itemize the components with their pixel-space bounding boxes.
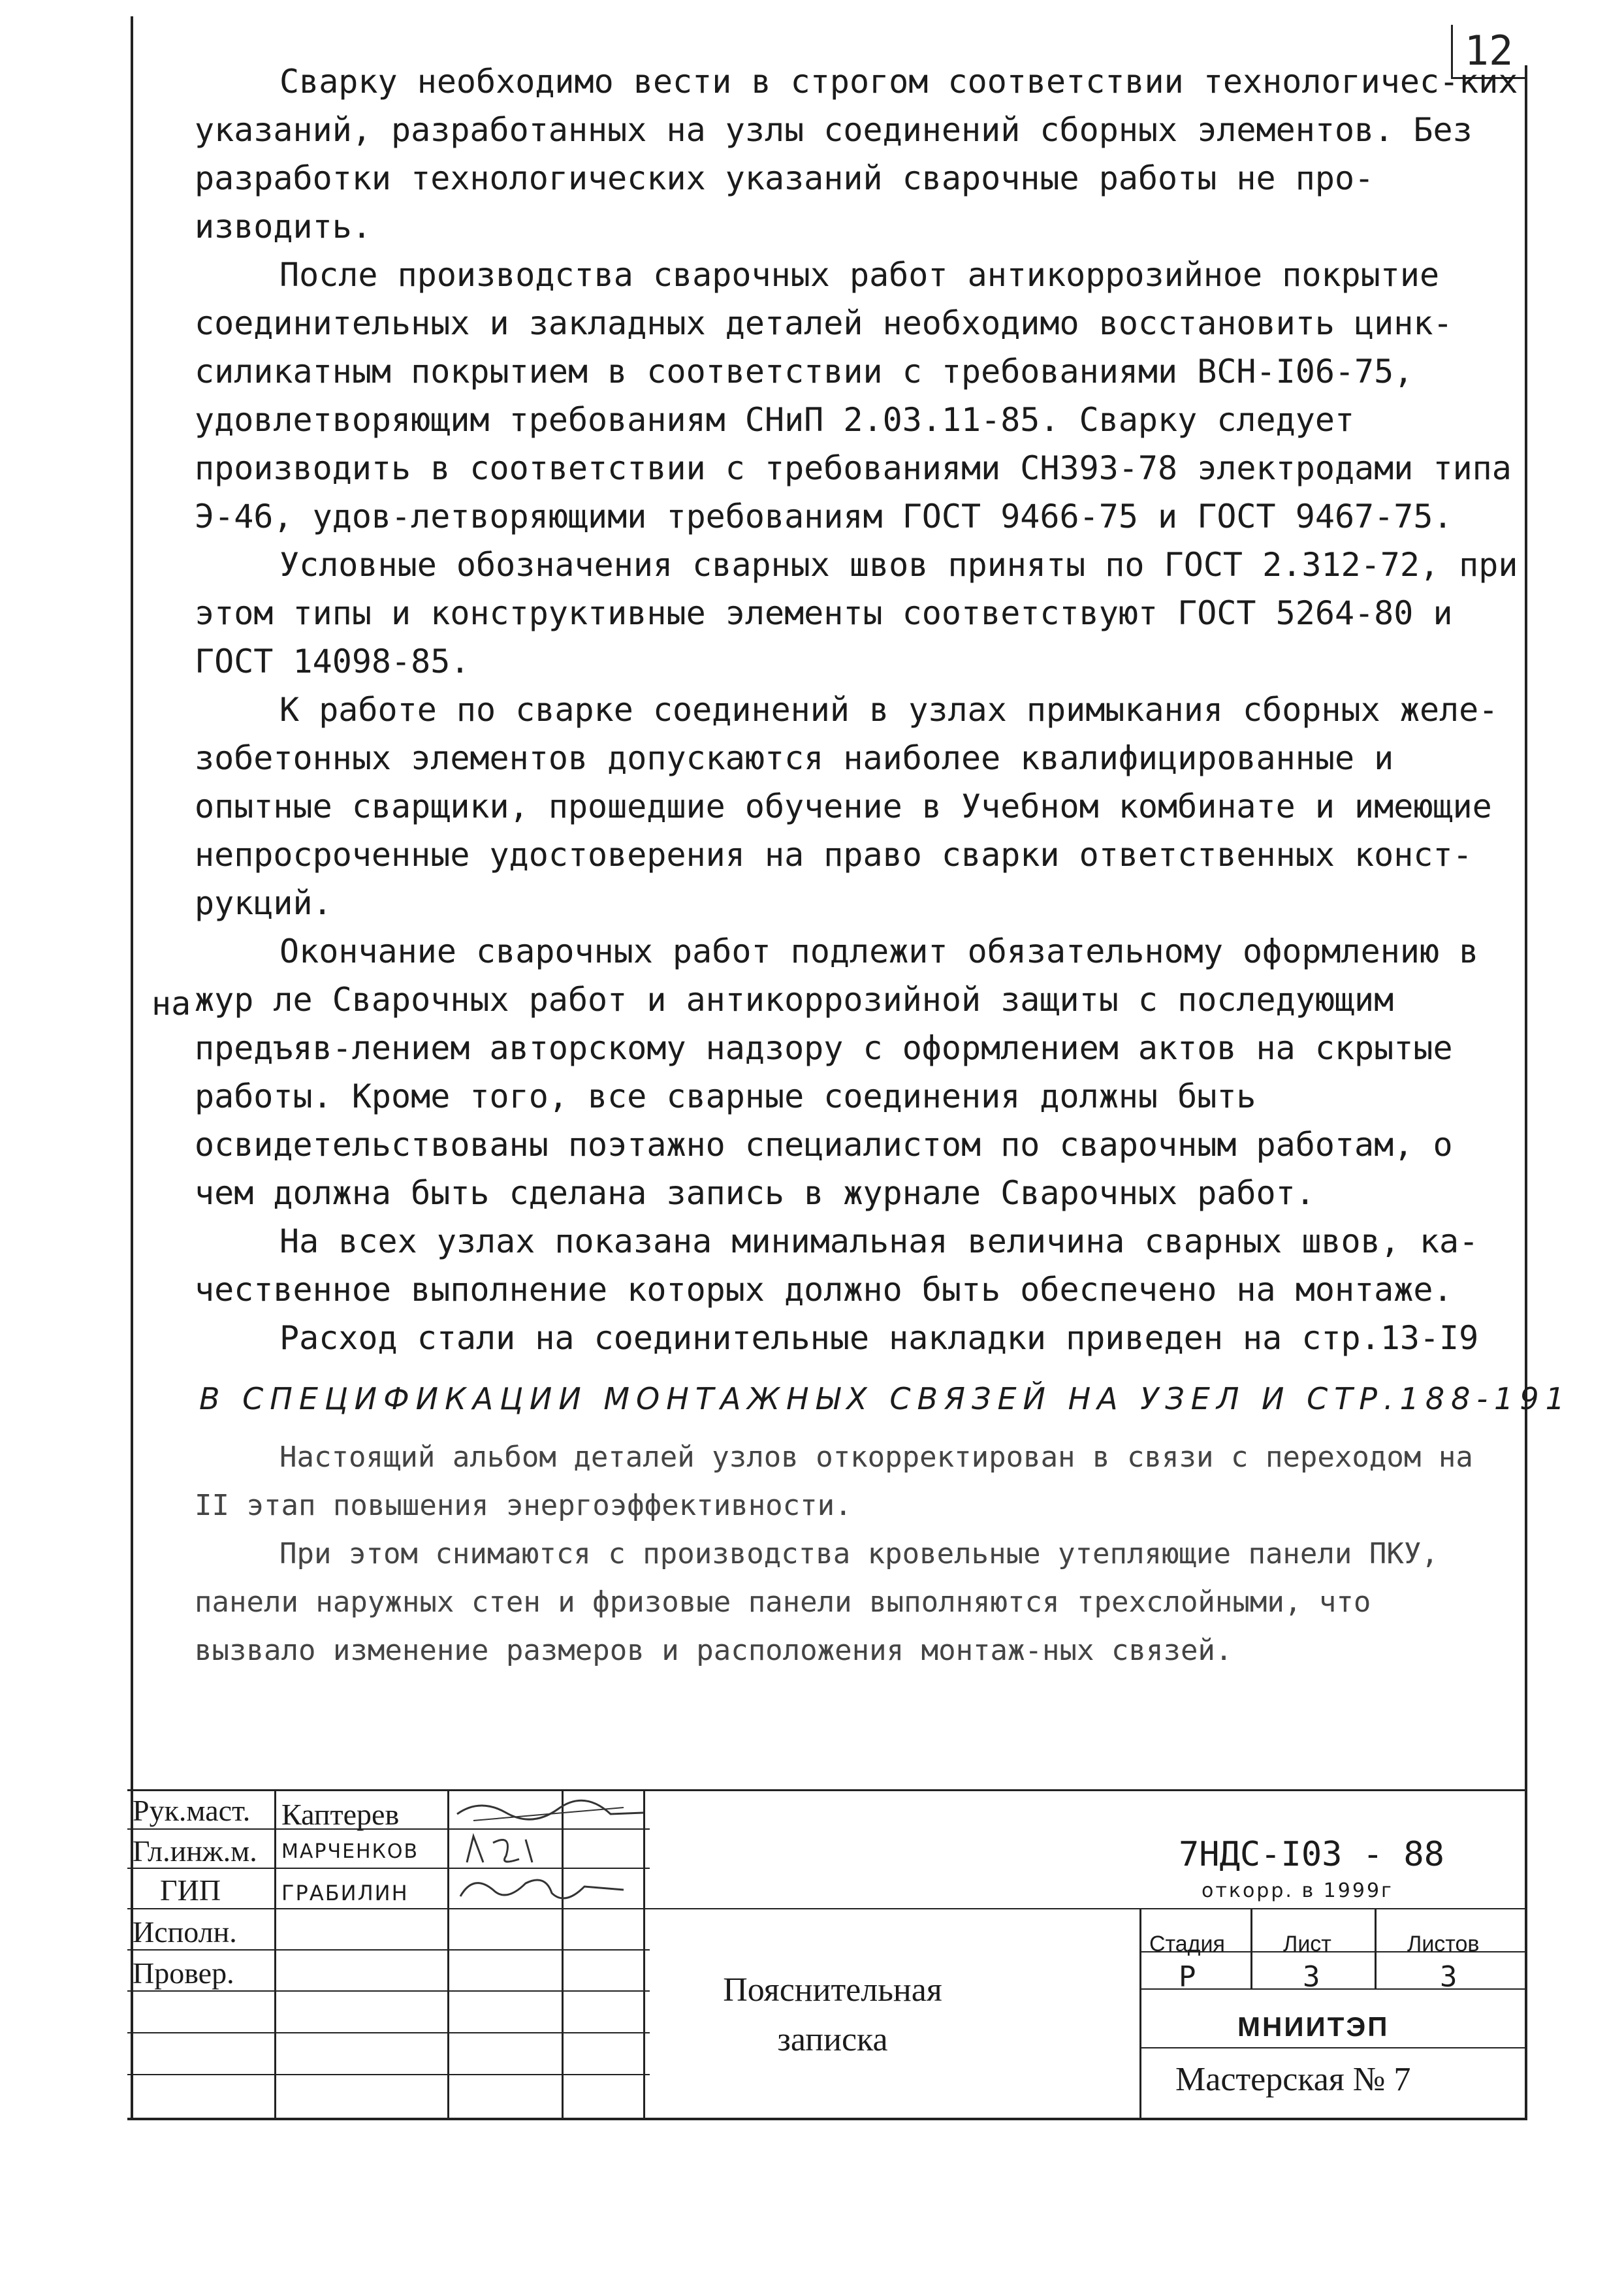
paragraph-welding-completion: Окончание сварочных работ подлежит обязательному оформлению в жур ле Сварочных работ и антикоррозийной защиты с последующим предъяв-лением авторскому надзору с оформлением актов на скрытые работы. Кроме того, все сварные соединения должны быть освидетельствованы поэтажно специалистом по сварочным работам, о чем должна быть сделана запись в журнале Сварочных работ. — [195, 932, 1479, 1212]
role-chief-engineer: Гл.инж.м. — [133, 1834, 257, 1868]
document-title-line1: Пояснительная — [723, 1971, 942, 2009]
stage-row-line — [1139, 1988, 1527, 1990]
stage-col-line — [1375, 1908, 1377, 1988]
role-chief-master: Рук.маст. — [133, 1794, 251, 1827]
stage-col-line — [1250, 1908, 1252, 1988]
tb-col-line — [274, 1789, 276, 2119]
tb-col-line — [643, 1789, 645, 2119]
document-title-line2: записка — [777, 2021, 888, 2058]
paragraph-min-weld-size: На всех узлах показана минимальная величина сварных швов, ка-чественное выполнение которых должно быть обеспечено на монтаже. — [195, 1222, 1479, 1309]
stage-header: Стадия — [1149, 1932, 1225, 1956]
note-album-corrected: Настоящий альбом деталей узлов откорректирован в связи с переходом на II этап повышения энергоэффективности. — [195, 1441, 1473, 1522]
paragraph-welding-instructions: Сварку необходимо вести в строгом соответствии технологичес-ких указаний, разработанных на узлы соединений сборных элементов. Без разработки технологических указаний сварочные работы не про-изводить. — [195, 63, 1518, 246]
role-chief-project-engineer: ГИП — [160, 1873, 221, 1907]
page-number: 12 — [1451, 25, 1525, 79]
sheet-header: Лист — [1283, 1932, 1331, 1956]
sheets-value: 3 — [1440, 1960, 1457, 1994]
name-grabilin: ГРАБИЛИН — [281, 1881, 409, 1905]
sheet-value: 3 — [1303, 1960, 1320, 1994]
correction-notes — [195, 1433, 1501, 1675]
tb-col-line — [447, 1789, 449, 2119]
document-title — [637, 1966, 1028, 2065]
signature-grabilin — [454, 1870, 650, 1908]
organization: МНИИТЭП — [1237, 2011, 1390, 2042]
handwritten-addition: В СПЕЦИФИКАЦИИ МОНТАЖНЫХ СВЯЗЕЙ НА УЗЕЛ И СТР.188-191 — [199, 1381, 1571, 1416]
signature-marchenkov — [454, 1830, 558, 1868]
margin-insert: на — [151, 985, 191, 1023]
title-block-middle-line — [127, 1908, 1527, 1909]
paragraph-welders-qualification: К работе по сварке соединений в узлах примыкания сборных желе-зобетонных элементов допускаются наиболее квалифицированные и опытные сварщики, прошедшие обучение в Учебном комбинате и имеющие непросроченные удостоверения на право сварки ответственных конст-рукций. — [195, 691, 1499, 922]
note-panels-changes: При этом снимаются с производства кровельные утепляющие панели ПКУ, панели наружных стен и фризовые панели выполняются трехслойными, что вызвало изменение размеров и расположения монтаж-ных связей. — [195, 1537, 1439, 1667]
tb-col-line — [562, 1789, 564, 2119]
paragraph-steel-consumption: Расход стали на соединительные накладки приведен на стр.13-I9 — [279, 1319, 1479, 1357]
name-marchenkov: МАРЧЕНКОВ — [281, 1840, 419, 1863]
role-checker: Провер. — [133, 1956, 234, 1990]
sheets-header: Листов — [1407, 1932, 1480, 1956]
correction-note: откорр. в 1999г — [1202, 1879, 1393, 1902]
paragraph-weld-symbols: Условные обозначения сварных швов приняты по ГОСТ 2.312-72, при этом типы и конструктивные элементы соответствуют ГОСТ 5264-80 и ГОСТ 14098-85. — [195, 546, 1518, 680]
sig-row-line — [127, 2074, 650, 2075]
title-block — [127, 1789, 1527, 2119]
stage-value: Р — [1179, 1960, 1196, 1994]
sig-row-line — [127, 2032, 650, 2033]
org-row-line — [1139, 2047, 1527, 2048]
name-kapterev: Каптерев — [281, 1798, 400, 1831]
paragraph-anticorrosion: После производства сварочных работ антикоррозийное покрытие соединительных и закладных деталей необходимо восстановить цинк-силикатным покрытием в соответствии с требованиями ВСН-I06-75, удовлетворяющим требованиям СНиП 2.03.11-85. Сварку следует производить в соответствии с требованиями СН393-78 электродами типа Э-46, удов-летворяющими требованиям ГОСТ 9466-75 и ГОСТ 9467-75. — [195, 256, 1512, 535]
role-executor: Исполн. — [133, 1915, 237, 1949]
sig-row-line — [127, 1949, 650, 1951]
title-block-top-line — [127, 1789, 1527, 1791]
main-text — [195, 57, 1527, 1362]
sig-row-line — [127, 1990, 650, 1992]
tb-col-line — [1139, 1908, 1141, 2119]
signature-kapterev — [454, 1794, 650, 1827]
document-code: 7НДС-I03 - 88 — [1179, 1835, 1444, 1874]
workshop: Мастерская № 7 — [1175, 2061, 1411, 2098]
